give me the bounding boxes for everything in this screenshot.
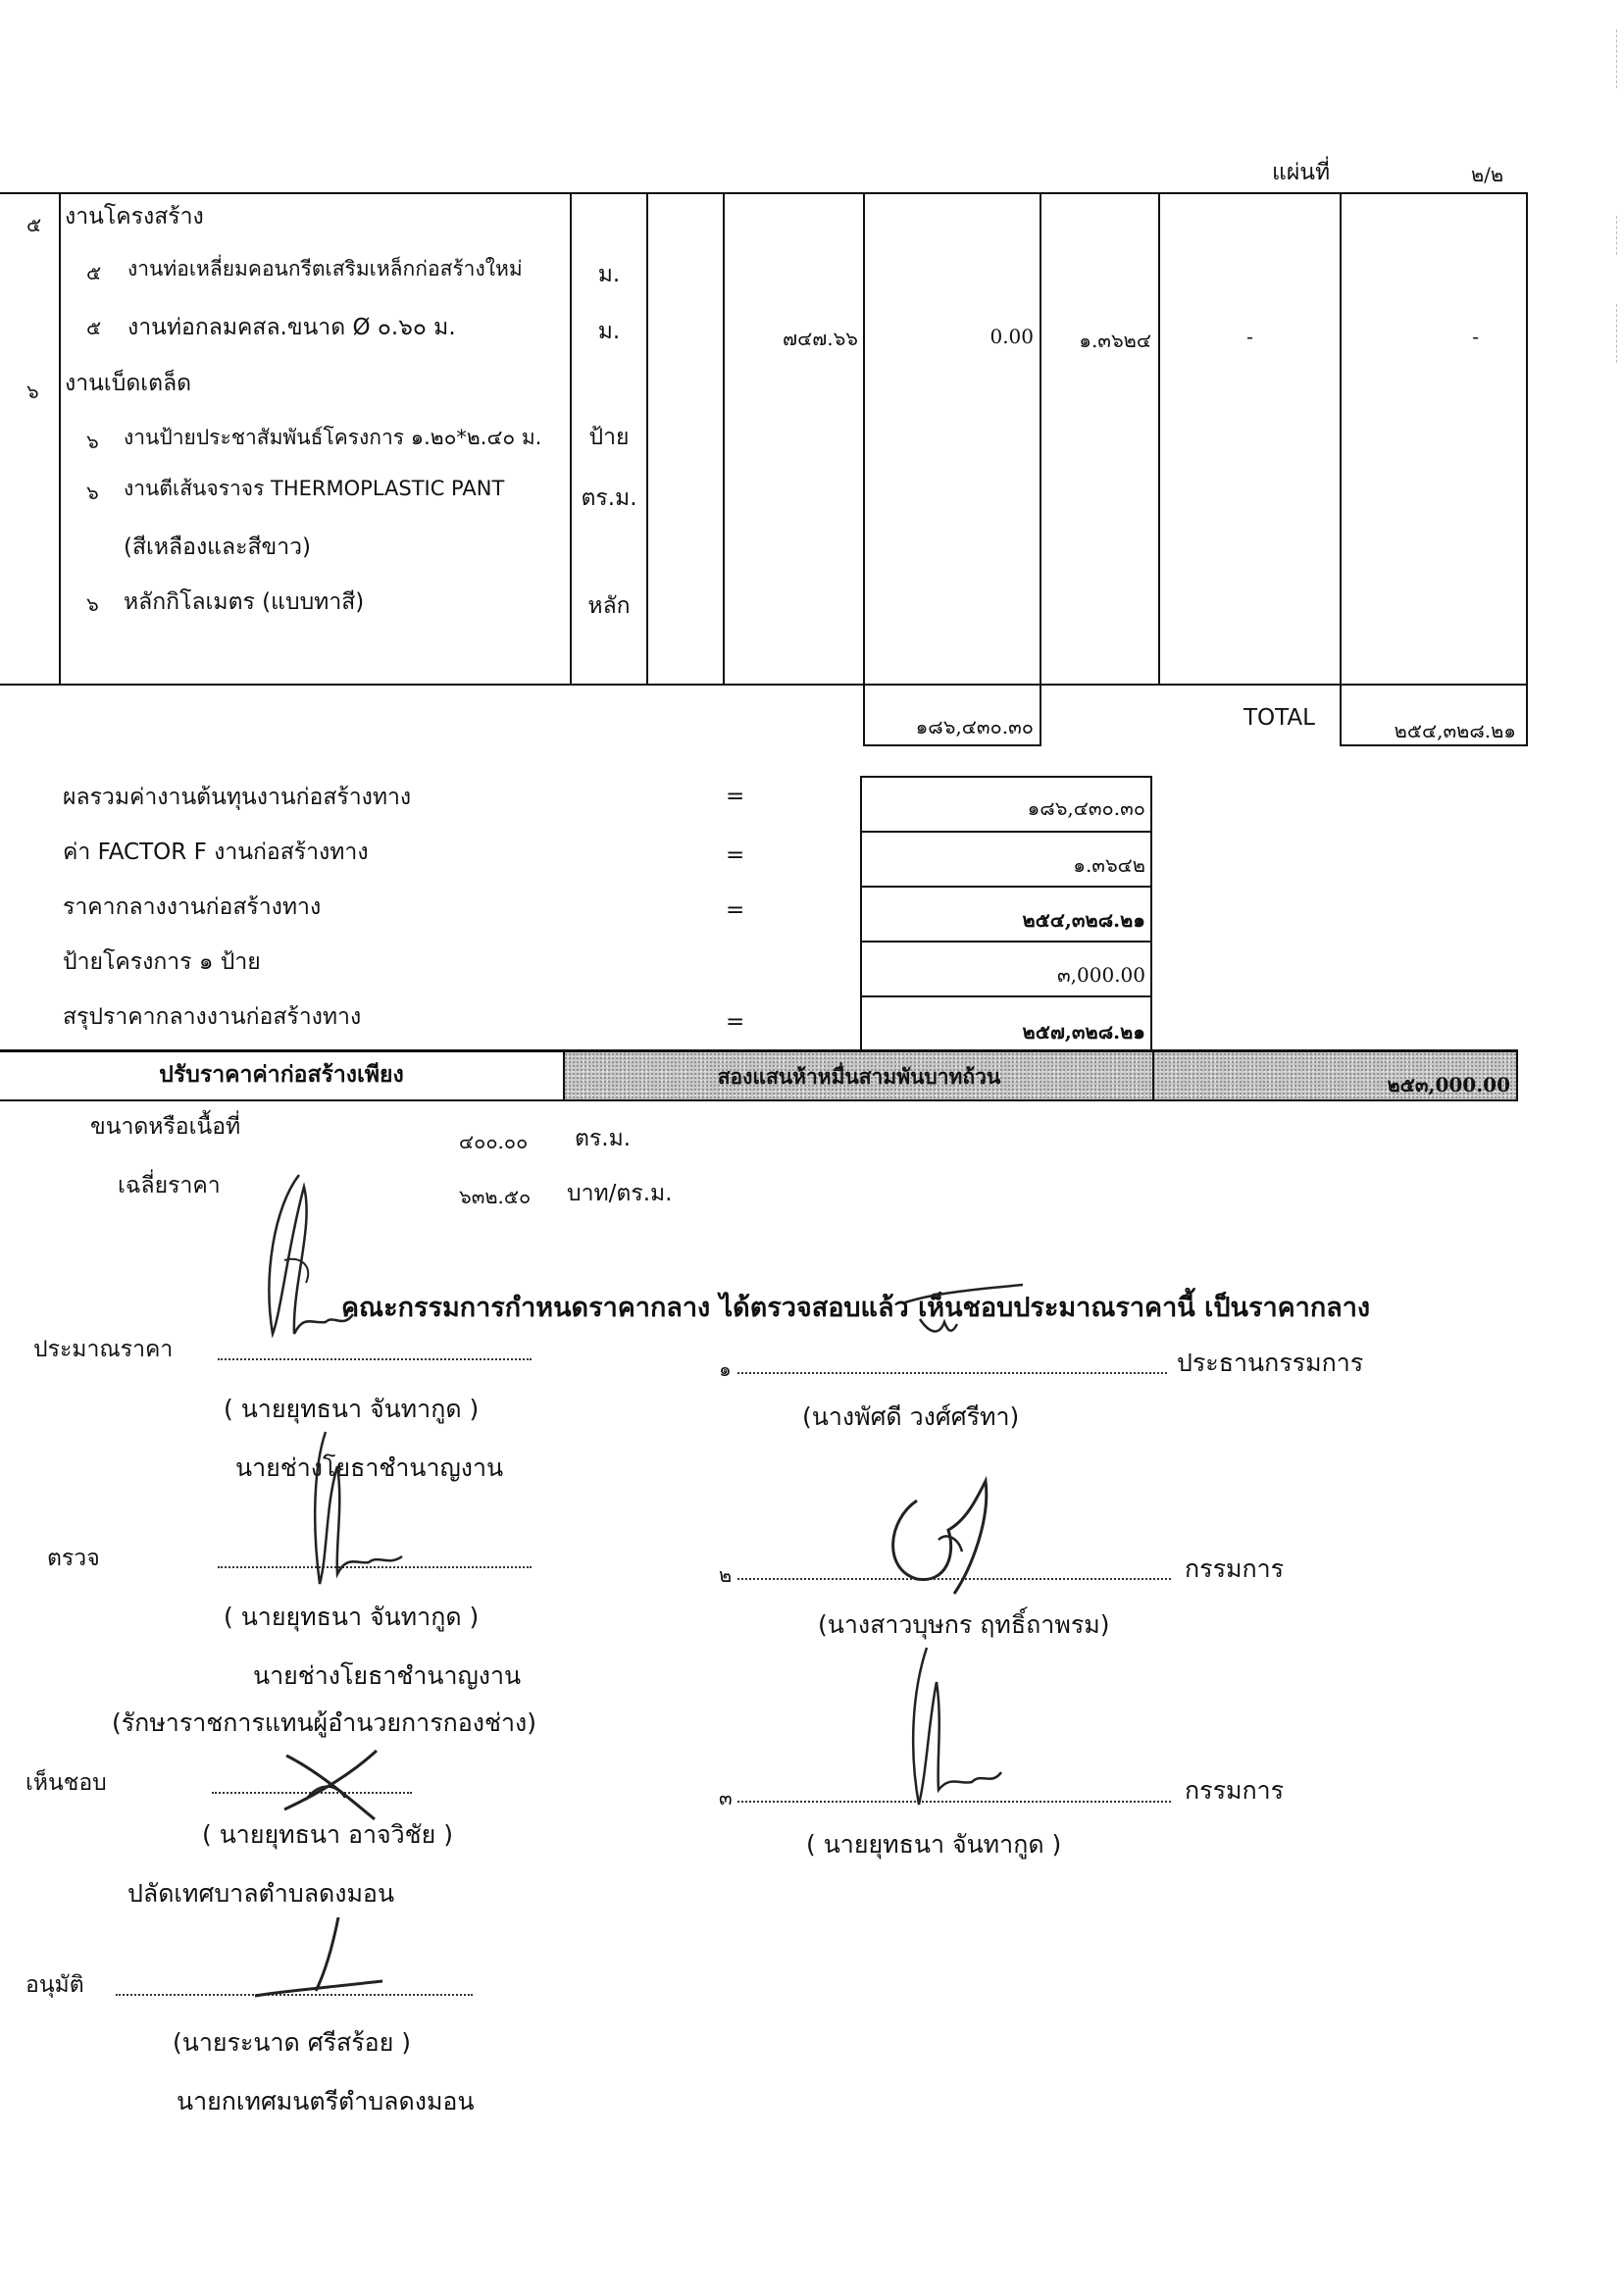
calc-value: ๑.๓๖๔๒	[1073, 853, 1145, 877]
calc-label: ป้ายโครงการ ๑ ป้าย	[63, 949, 261, 975]
row-number: ๖	[86, 430, 99, 453]
committee-title: กรรมการ	[1185, 1776, 1285, 1805]
total-value: ๒๕๔,๓๒๘.๒๑	[1394, 719, 1516, 742]
signer-name: (นายระนาด ศรีสร้อย )	[173, 2028, 412, 2057]
committee-member-name: ( นายยุทธนา จันทากูด )	[806, 1830, 1062, 1859]
equals-sign: =	[726, 897, 745, 923]
calc-value: ๑๘๖,๔๓๐.๓๐	[1027, 796, 1145, 820]
signer-position: นายช่างโยธาชำนาญงาน	[253, 1661, 522, 1690]
row-description: งานตีเส้นจราจร THERMOPLASTIC PANT	[124, 477, 505, 500]
row-zero-value: 0.00	[990, 325, 1034, 348]
calc-label: ผลรวมค่างานต้นทุนงานก่อสร้างทาง	[63, 785, 412, 810]
calc-label: ค่า FACTOR F งานก่อสร้างทาง	[63, 840, 369, 865]
row-description: งานป้ายประชาสัมพันธ์โครงการ ๑.๒๐*๒.๔๐ ม.	[124, 426, 542, 449]
signer-position: นายกเทศมนตรีตำบลดงมอน	[177, 2087, 475, 2115]
area-label: ขนาดหรือเนื้อที่	[90, 1114, 241, 1140]
committee-number: ๑	[719, 1357, 732, 1381]
equals-sign: =	[726, 842, 745, 868]
signer-role: ตรวจ	[47, 1546, 100, 1571]
signer-name: ( นายยุทธนา จันทากูด )	[224, 1603, 480, 1631]
average-label: เฉลี่ยราคา	[118, 1173, 221, 1198]
adjusted-price-words: สองแสนห้าหมื่นสามพันบาทถ้วน	[717, 1065, 1001, 1089]
row-description: (สีเหลืองและสีขาว)	[124, 535, 312, 560]
row-description: งานท่อกลมคสล.ขนาด Ø ๐.๖๐ ม.	[127, 315, 456, 340]
handwritten-signature	[900, 1265, 1028, 1344]
row-number: ๕	[26, 213, 42, 236]
handwritten-signature	[277, 1741, 384, 1834]
row-description: งานโครงสร้าง	[65, 204, 204, 229]
calc-value: ๒๕๗,๓๒๘.๒๑	[1022, 1020, 1145, 1044]
scan-edge-mark	[1616, 216, 1620, 255]
handwritten-signature	[286, 1427, 414, 1589]
signature-line	[737, 1372, 1167, 1374]
row-number: ๕	[86, 316, 102, 339]
equals-sign: =	[726, 784, 745, 809]
row-dash: -	[1246, 325, 1253, 348]
row-amount: ๗๔๗.๖๖	[783, 327, 858, 350]
calc-label: สรุปราคากลางงานก่อสร้างทาง	[63, 1004, 362, 1030]
row-number: ๕	[86, 261, 102, 284]
committee-number: ๓	[719, 1786, 733, 1809]
scan-edge-mark	[1616, 304, 1620, 363]
signature-line	[218, 1358, 532, 1360]
calc-value: ๒๕๔,๓๒๘.๒๑	[1022, 908, 1145, 932]
adjusted-price-value: ๒๕๓,000.00	[1387, 1073, 1510, 1096]
area-value: ๔๐๐.๐๐	[459, 1130, 529, 1153]
signer-position-acting: (รักษาราชการแทนผู้อำนวยการกองช่าง)	[112, 1708, 536, 1737]
row-unit: ป้าย	[588, 425, 630, 450]
handwritten-signature	[245, 1167, 363, 1349]
calc-value: ๓,000.00	[1056, 963, 1145, 987]
scan-edge-mark	[1616, 29, 1620, 88]
committee-member-name: (นางพัศดี วงศ์ศรีทา)	[802, 1402, 1020, 1431]
row-description: หลักกิโลเมตร (แบบทาสี)	[124, 589, 365, 615]
adjusted-price-label: ปรับราคาค่าก่อสร้างเพียง	[159, 1062, 404, 1088]
committee-member-name: (นางสาวบุษกร ฤทธิ์ถาพรม)	[818, 1610, 1110, 1639]
committee-statement: คณะกรรมการกำหนดราคากลาง ได้ตรวจสอบแล้ว เห็นชอบประมาณราคานี้ เป็นราคากลาง	[341, 1293, 1371, 1323]
handwritten-signature	[878, 1461, 1015, 1599]
row-unit: ม.	[597, 262, 621, 287]
committee-title: กรรมการ	[1185, 1554, 1285, 1583]
row-unit: ตร.ม.	[581, 485, 637, 511]
signer-position: นายช่างโยธาชำนาญงาน	[235, 1453, 504, 1482]
signer-role: อนุมัติ	[25, 1972, 84, 1998]
subtotal-value: ๑๘๖,๔๓๐.๓๐	[915, 715, 1034, 739]
equals-sign: =	[726, 1009, 745, 1035]
average-unit: บาท/ตร.ม.	[567, 1181, 673, 1206]
signer-name: ( นายยุทธนา อาจวิชัย )	[202, 1820, 453, 1849]
row-number: ๖	[26, 380, 39, 403]
handwritten-signature	[245, 1912, 392, 2020]
row-unit: ม.	[597, 319, 621, 344]
row-unit: หลัก	[587, 593, 631, 619]
row-factor: ๑.๓๖๒๔	[1079, 329, 1151, 352]
handwritten-signature	[897, 1643, 1005, 1814]
average-value: ๖๓๒.๕๐	[459, 1185, 532, 1208]
sheet-label: แผ่นที่	[1272, 160, 1331, 185]
row-description: งานท่อเหลี่ยมคอนกรีตเสริมเหล็กก่อสร้างใหม่	[127, 257, 523, 280]
total-label: TOTAL	[1243, 705, 1315, 731]
calc-label: ราคากลางงานก่อสร้างทาง	[63, 894, 322, 920]
row-dash: -	[1472, 325, 1479, 348]
signer-position: ปลัดเทศบาลตำบลดงมอน	[127, 1879, 395, 1908]
committee-title: ประธานกรรมการ	[1177, 1349, 1364, 1377]
signer-name: ( นายยุทธนา จันทากูด )	[224, 1395, 480, 1423]
row-number: ๖	[86, 481, 99, 504]
area-unit: ตร.ม.	[575, 1126, 632, 1151]
signer-role: เห็นชอบ	[25, 1770, 107, 1796]
row-number: ๖	[86, 592, 99, 616]
committee-number: ๒	[719, 1563, 733, 1587]
row-description: งานเบ็ดเตล็ด	[65, 371, 192, 396]
signer-role: ประมาณราคา	[33, 1337, 174, 1362]
sheet-number: ๒/๒	[1471, 163, 1504, 186]
